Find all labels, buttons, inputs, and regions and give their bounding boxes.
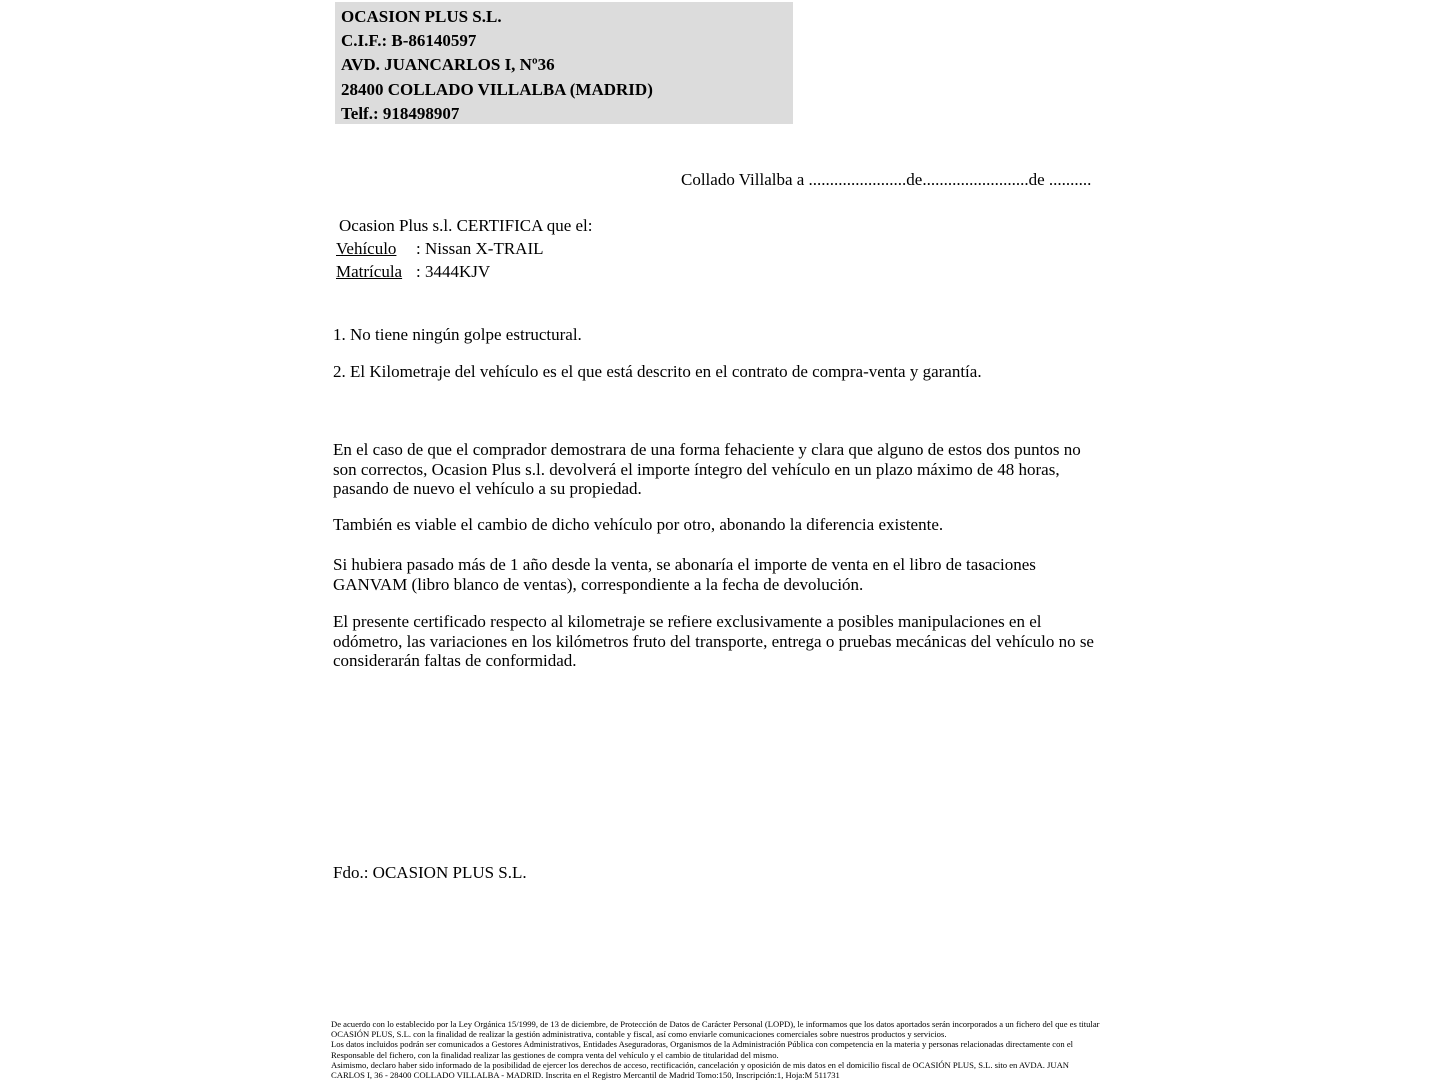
fineprint-line: OCASIÓN PLUS, S.L. con la finalidad de realizar la gestión administrativa, contable y fiscal, así como enviarle comunicaciones comerciales sobre nuestros productos y servicios. [331,1029,947,1040]
plate-label: Matrícula [336,262,403,281]
signature-line: Fdo.: OCASION PLUS S.L. [333,863,527,882]
paragraph-exchange-option: También es viable el cambio de dicho vehículo por otro, abonando la diferencia existente. [333,515,944,534]
fineprint-line: De acuerdo con lo establecido por la Ley Orgánica 15/1999, de 13 de diciembre, de Protección de Datos de Carácter Personal (LOPD), le informamos que los datos aportados serán incorporados a un fichero del que es titular [331,1019,1100,1029]
vehicle-value: : Nissan X-TRAIL [416,239,544,258]
company-name: OCASION PLUS S.L. [341,7,502,26]
paragraph-odometer-disclaimer: El presente certificado respecto al kilometraje se refiere exclusivamente a posibles manipulaciones en el odómetro, las variaciones en los kilómetros fruto del transporte, entrega o pruebas mecánicas del vehículo no se considerarán faltas de conformidad. [333,612,1094,671]
plate-value: : 3444KJV [416,262,491,281]
company-header-box [335,2,793,124]
paragraph-refund-policy: En el caso de que el comprador demostrara de una forma fehaciente y clara que alguno de estos dos puntos no son correctos, Ocasion Plus s.l. devolverá el importe íntegro del vehículo en un plazo máximo de 48 horas, pasando de nuevo el vehículo a su propiedad. [333,440,1081,499]
plate-row [336,262,490,282]
company-city: 28400 COLLADO VILLALBA (MADRID) [341,79,653,99]
company-address: AVD. JUANCARLOS I, Nº36 [341,55,555,75]
fineprint-line: Responsable del fichero, con la finalidad realizar las gestiones de compra venta del vehículo y el cambio de titularidad del mismo. [331,1049,779,1060]
point-1: 1. No tiene ningún golpe estructural. [333,325,582,344]
vehicle-label: Vehículo [336,239,397,258]
fineprint-line: CARLOS I, 36 - 28400 COLLADO VILLALBA - MADRID. Inscrita en el Registro Mercantil de Madrid Tomo:150, Inscripción:1, Hoja:M 511731 [331,1070,840,1080]
date-line: Collado Villalba a .......................de.........................de .......... [681,170,1092,189]
vehicle-row [336,239,543,259]
company-phone: Telf.: 918498907 [341,103,460,123]
certifies-intro: Ocasion Plus s.l. CERTIFICA que el: [339,216,593,235]
legal-fineprint [331,1019,1121,1080]
paragraph-ganvam-valuation: Si hubiera pasado más de 1 año desde la venta, se abonaría el importe de venta en el libro de tasaciones GANVAM (libro blanco de ventas), correspondiente a la fecha de devolución. [333,555,1036,594]
company-cif: C.I.F.: B-86140597 [341,31,477,51]
fineprint-line: Los datos incluidos podrán ser comunicados a Gestores Administrativos, Entidades Aseguradoras, Organismos de la Administración Pública con competencia en la materia y personas relacionadas directamente con el [331,1039,1074,1050]
fineprint-line: Asimismo, declaro haber sido informado de la posibilidad de ejercer los derechos de acceso, rectificación, cancelación y oposición de mis datos en el domicilio fiscal de OCASIÓN PLUS, S.L. sito en AVDA. JUAN [331,1059,1070,1070]
point-2: 2. El Kilometraje del vehículo es el que está descrito en el contrato de compra-venta y garantía. [333,362,982,381]
